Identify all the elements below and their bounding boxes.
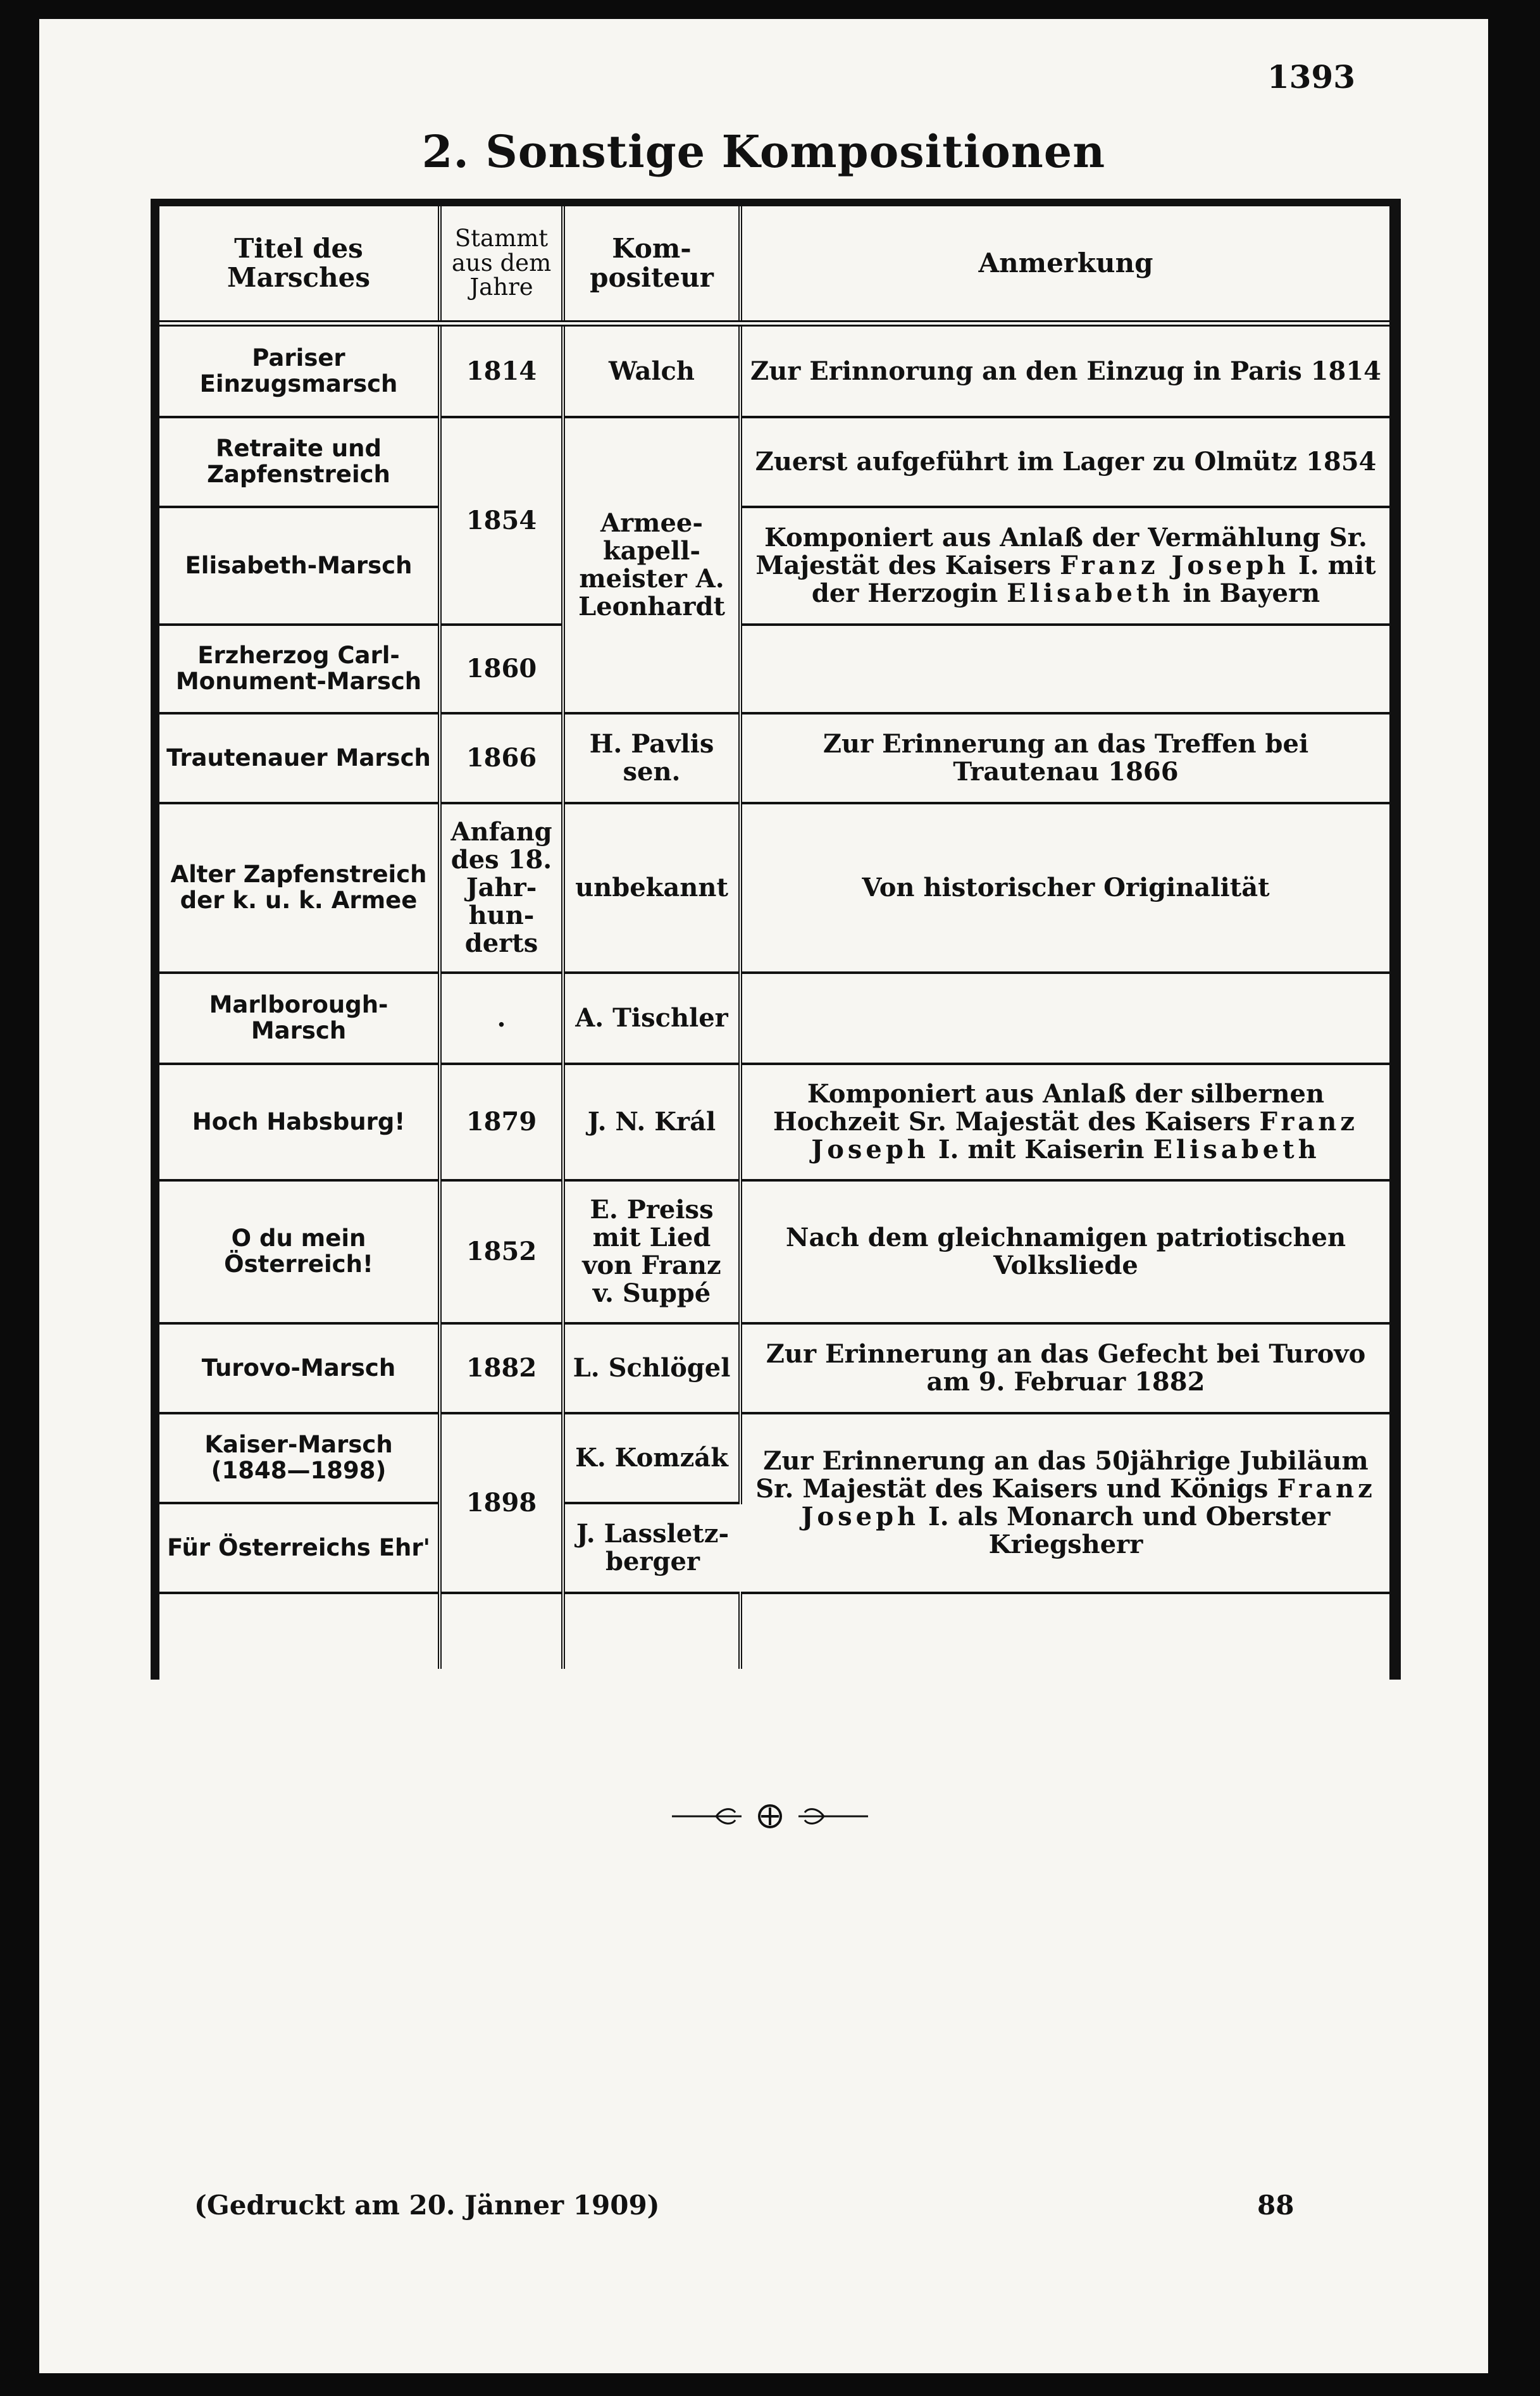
table-row (159, 625, 1389, 713)
note-text: Zur Erinnerung an das 50jährige Jubiläum Sr. Majestät des Kaisers und Königs (755, 1446, 1369, 1504)
march-note: Nach dem gleichnamigen patriotischen Volksliede (740, 1180, 1389, 1323)
march-composer: L. Schlögel (563, 1323, 740, 1413)
table-row (159, 1413, 1389, 1503)
document-page (39, 19, 1488, 2373)
note-text: I. mit Kaiserin (929, 1135, 1153, 1164)
march-year: . (440, 973, 563, 1064)
march-note (740, 1064, 1389, 1180)
table-row (159, 1064, 1389, 1180)
table-header-row (159, 206, 1389, 323)
column-header-title: Titel des Marsches (159, 206, 440, 323)
march-title: Hoch Habsburg! (159, 1064, 440, 1180)
sheet-number: 88 (1257, 2190, 1295, 2221)
march-note (740, 507, 1389, 625)
march-title: Turovo-Marsch (159, 1323, 440, 1413)
note-text: I. mit der Herzogin (811, 551, 1376, 608)
march-note: Zuerst aufgeführt im Lager zu Olmütz 1854 (740, 417, 1389, 507)
table-row (159, 713, 1389, 803)
march-composer: Armee-kapell-meister A. Leonhardt (563, 417, 740, 713)
march-note (740, 1413, 1389, 1593)
march-note: Von historischer Originalität (740, 803, 1389, 973)
march-title: O du mein Österreich! (159, 1180, 440, 1323)
column-header-year: Stammt aus dem Jahre (440, 206, 563, 323)
note-text: Komponiert aus Anlaß der Vermählung Sr. Majestät des Kaisers (755, 523, 1367, 580)
march-title: Elisabeth-Marsch (159, 507, 440, 625)
march-composer: H. Pavlis sen. (563, 713, 740, 803)
note-name-spaced: Franz Joseph (801, 1474, 1376, 1532)
march-title: Erzherzog Carl-Monument-Marsch (159, 625, 440, 713)
note-text: Komponiert aus Anlaß der silbernen Hochzeit Sr. Majestät des Kaisers (773, 1079, 1325, 1137)
march-note (740, 973, 1389, 1064)
note-name-spaced: Franz Joseph (811, 1107, 1358, 1164)
march-note: Zur Erinnerung an das Treffen bei Trautenau 1866 (740, 713, 1389, 803)
table-row (159, 803, 1389, 973)
column-header-note: Anmerkung (740, 206, 1389, 323)
march-year: 1852 (440, 1180, 563, 1323)
march-note (740, 625, 1389, 713)
march-note: Zur Erinnorung an den Einzug in Paris 1814 (740, 323, 1389, 417)
march-title: Retraite und Zapfenstreich (159, 417, 440, 507)
march-title: Trautenauer Marsch (159, 713, 440, 803)
march-note: Zur Erinnerung an das Gefecht bei Turovo am 9. Februar 1882 (740, 1323, 1389, 1413)
compositions-table (151, 199, 1401, 1680)
print-date: (Gedruckt am 20. Jänner 1909) (194, 2190, 660, 2221)
march-composer: J. N. Král (563, 1064, 740, 1180)
march-title: Kaiser-Marsch (1848—1898) (159, 1413, 440, 1503)
march-composer: J. Lassletz-berger (563, 1503, 740, 1593)
march-title: Pariser Einzugsmarsch (159, 323, 440, 417)
table-row (159, 1180, 1389, 1323)
ornament-divider-icon (672, 1804, 868, 1829)
march-year: 1866 (440, 713, 563, 803)
note-name-spaced: Elisabeth (1153, 1135, 1320, 1164)
note-text: in Bayern (1174, 578, 1320, 608)
march-year: Anfang des 18. Jahr-hun-derts (440, 803, 563, 973)
march-composer: unbekannt (563, 803, 740, 973)
march-year: 1898 (440, 1413, 563, 1593)
note-name-spaced: Elisabeth (1007, 578, 1174, 608)
march-year: 1814 (440, 323, 563, 417)
table-row (159, 507, 1389, 625)
march-year: 1879 (440, 1064, 563, 1180)
table-row (159, 417, 1389, 507)
march-composer: E. Preiss mit Lied von Franz v. Suppé (563, 1180, 740, 1323)
table-row (159, 973, 1389, 1064)
march-composer: K. Komzák (563, 1413, 740, 1503)
march-title: Alter Zapfenstreich der k. u. k. Armee (159, 803, 440, 973)
note-name-spaced: Franz Joseph (1060, 551, 1290, 580)
table-row (159, 323, 1389, 417)
march-title: Marlborough-Marsch (159, 973, 440, 1064)
march-year: 1854 (440, 417, 563, 625)
note-text: I. als Monarch und Oberster Kriegsherr (919, 1502, 1331, 1559)
table-row (159, 1323, 1389, 1413)
march-year: 1882 (440, 1323, 563, 1413)
page-heading: 2. Sonstige Kompositionen (421, 125, 1106, 178)
march-composer: Walch (563, 323, 740, 417)
column-header-composer: Kom-positeur (563, 206, 740, 323)
page-number: 1393 (1267, 58, 1355, 96)
table-filler-row (159, 1593, 1389, 1669)
march-composer: A. Tischler (563, 973, 740, 1064)
march-year: 1860 (440, 625, 563, 713)
march-title: Für Österreichs Ehr' (159, 1503, 440, 1593)
